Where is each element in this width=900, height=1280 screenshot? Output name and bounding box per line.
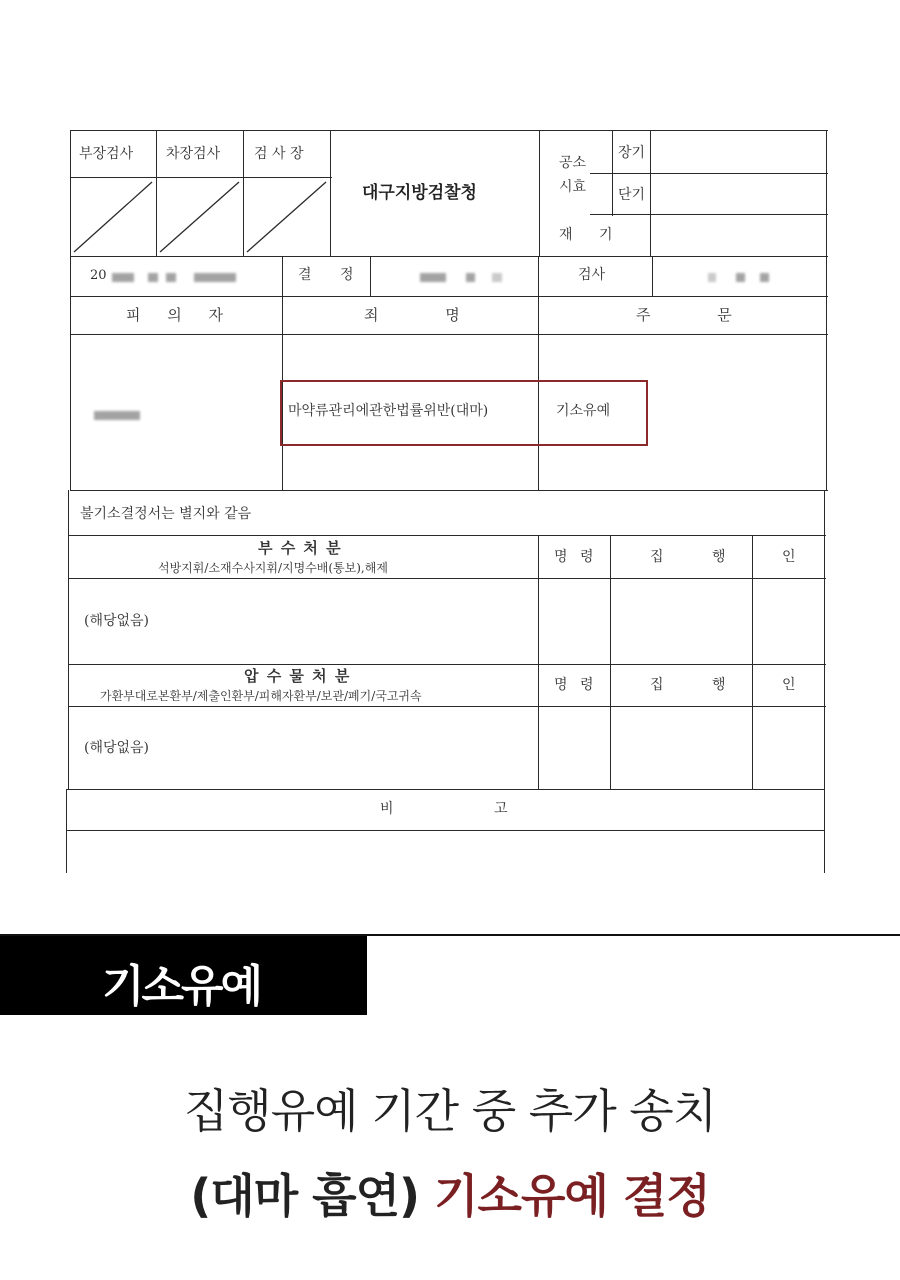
headline-plain: (대마 흡연) [190,1169,435,1223]
resume-label: 재 기 [559,227,613,243]
decision-form [60,128,835,873]
headline-accent: 기소유예 결정 [434,1169,710,1223]
redacted-decision-date [420,273,446,282]
col-charge-header: 죄 명 [364,306,460,324]
prescription-short: 단기 [618,187,646,203]
seized-title: 압 수 물 처 분 [244,667,350,685]
col-suspect-header: 피 의 자 [126,306,224,324]
redacted-suspect-name [94,411,140,420]
headline-line-2 [0,1160,900,1226]
redacted-date [112,273,134,282]
prescription-label: 공소 시효 [559,155,587,195]
seized-value: (해당없음) [84,740,150,756]
office-name: 대구지방검찰청 [362,183,477,203]
seized-command-label: 명 령 [554,677,594,693]
year-prefix: 20 [90,268,107,283]
attached-seal-label: 인 [782,549,796,565]
charge-value: 마약류관리에관한법률위반(대마) [288,403,489,419]
note-text: 불기소결정서는 별지와 같음 [80,506,252,522]
category-badge [0,936,367,1015]
badge-label: 기소유예 [102,961,261,1012]
attached-exec-label: 집 행 [650,549,726,565]
attached-value: (해당없음) [84,613,150,629]
attached-command-label: 명 령 [554,549,594,565]
prescription-long: 장기 [618,145,646,161]
headline-line-1: 집행유예 기간 중 추가 송치 [183,1084,717,1138]
seized-exec-label: 집 행 [650,677,726,693]
approver-3-label: 검 사 장 [254,146,304,162]
highlight-box [280,380,648,446]
decision-label: 결 정 [298,267,354,283]
redacted-prosecutor-name [708,273,716,282]
attached-subtitle: 석방지휘/소재수사지휘/지명수배(통보),해제 [158,561,388,575]
approver-2-label: 차장검사 [166,146,221,162]
col-order-header: 주 문 [636,306,732,324]
prosecutor-label: 검사 [578,267,606,283]
attached-title: 부 수 처 분 [258,539,341,557]
remarks-label: 비 고 [380,801,508,817]
seized-seal-label: 인 [782,677,796,693]
approver-1-label: 부장검사 [79,146,134,162]
seized-subtitle: 가환부대로본환부/제출인환부/피해자환부/보관/폐기/국고귀속 [100,689,422,703]
order-value: 기소유예 [556,403,611,419]
